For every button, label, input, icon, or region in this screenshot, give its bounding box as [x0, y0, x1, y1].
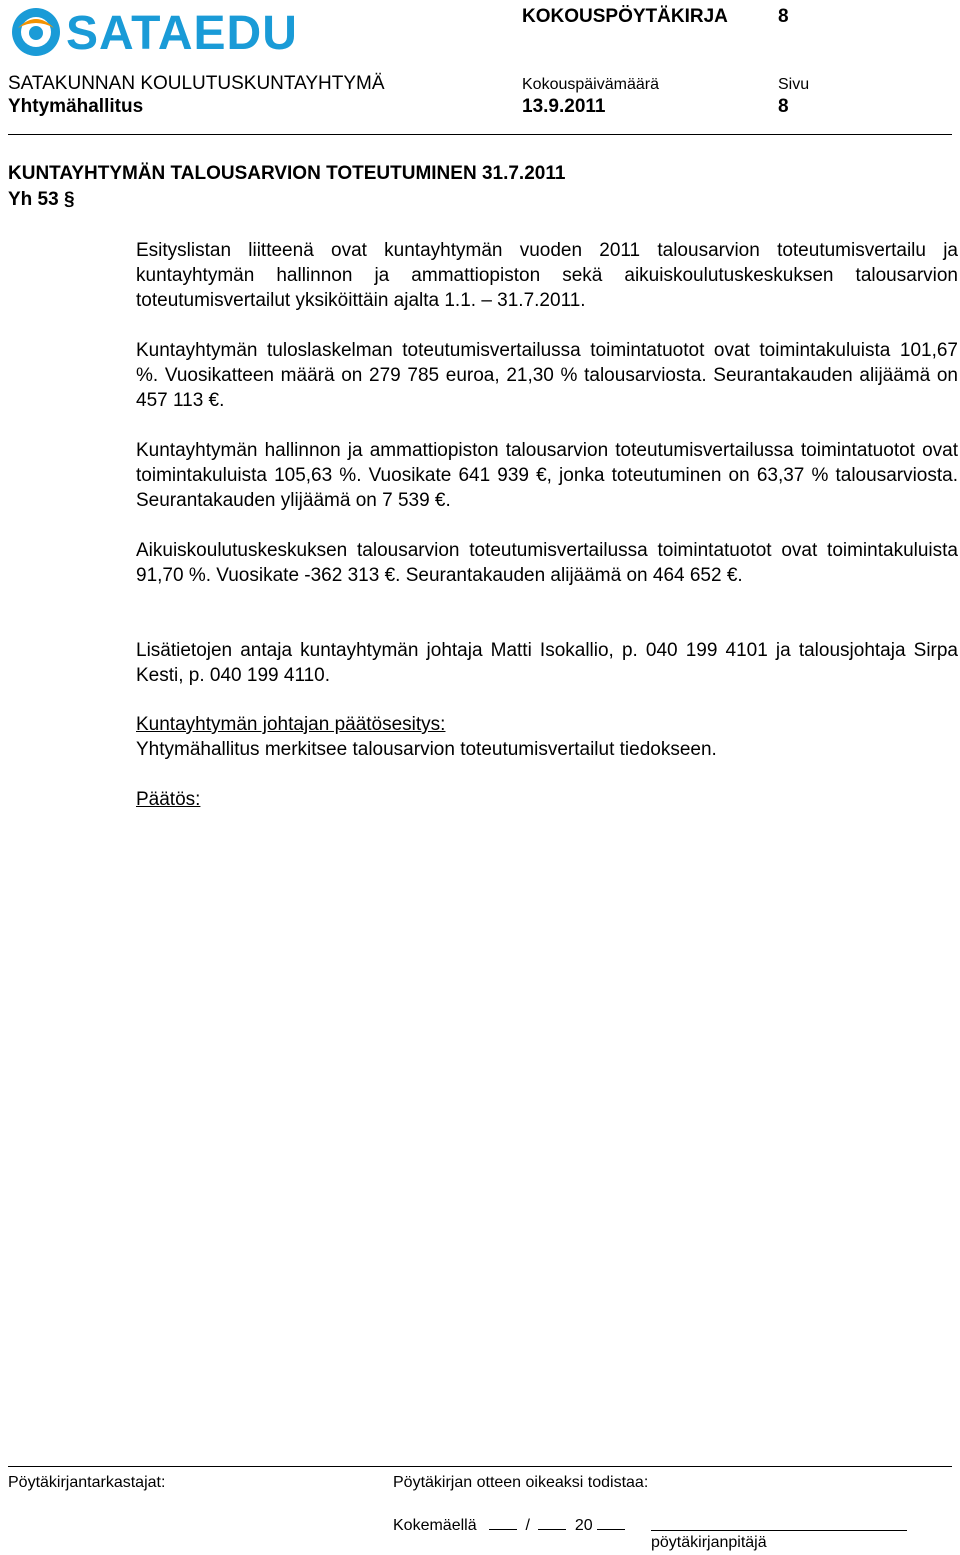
paragraph-contacts: Lisätietojen antaja kuntayhtymän johtaja Matti Isokallio, p. 040 199 4101 ja talousjohtaja Sirpa Kesti, p. 040 199 4110.	[136, 640, 958, 686]
date-label: Kokouspäivämäärä	[522, 76, 659, 93]
footer-divider	[8, 1466, 952, 1467]
decision-label: Päätös:	[136, 789, 201, 810]
signature-place-date	[393, 1515, 625, 1536]
year-prefix: 20	[574, 1517, 593, 1534]
paragraph-income-statement: Kuntayhtymän tuloslaskelman toteutumisvertailussa toimintatuotot ovat toimintakuluista 101,67 %. Vuosikatteen määrä on 279 785 euroa, 21,30 % talousarviosta. Seurantakauden alijäämä on 457 113 €.	[136, 340, 958, 411]
signature-line	[651, 1530, 907, 1531]
document-type: KOKOUSPÖYTÄKIRJA	[522, 6, 728, 27]
year-blank	[597, 1515, 625, 1530]
month-blank	[538, 1515, 566, 1530]
header-divider	[8, 134, 952, 135]
body-name: Yhtymähallitus	[8, 96, 144, 117]
certify-label: Pöytäkirjan otteen oikeaksi todistaa:	[393, 1474, 649, 1491]
proposal-text: Yhtymähallitus merkitsee talousarvion toteutumisvertailut tiedokseen.	[136, 739, 717, 760]
day-blank	[489, 1515, 517, 1530]
paragraph-adult-education: Aikuiskoulutuskeskuksen talousarvion toteutumisvertailussa toimintatuotot ovat toimintakuluista 91,70 %. Vuosikate -362 313 €. Seurantakauden alijäämä on 464 652 €.	[136, 540, 958, 586]
logo-wordmark: SATAEDU	[66, 7, 298, 60]
date-separator: /	[525, 1517, 530, 1534]
section-number: Yh 53 §	[8, 189, 75, 210]
place-name: Kokemäellä	[393, 1517, 477, 1534]
organization-name: SATAKUNNAN KOULUTUSKUNTAYHTYMÄ	[8, 73, 385, 94]
meeting-date: 13.9.2011	[522, 96, 606, 117]
proposal-label: Kuntayhtymän johtajan päätösesitys:	[136, 714, 446, 735]
document-number: 8	[778, 6, 789, 27]
minutes-keeper-label: pöytäkirjanpitäjä	[651, 1534, 767, 1551]
paragraph-administration: Kuntayhtymän hallinnon ja ammattiopiston talousarvion toteutumisvertailussa toimintatuotot ovat toimintakuluista 105,63 %. Vuosikate 641 939 €, jonka toteutuminen on 63,37 % talousarviosta. Seurantakauden ylijäämä on 7 539 €.	[136, 440, 958, 511]
sataedu-logo-icon	[8, 2, 68, 62]
reviewers-label: Pöytäkirjantarkastajat:	[8, 1474, 166, 1491]
page-title: KUNTAYHTYMÄN TALOUSARVION TOTEUTUMINEN 31.7.2011	[8, 163, 566, 184]
page-number: 8	[778, 96, 789, 117]
paragraph-intro: Esityslistan liitteenä ovat kuntayhtymän vuoden 2011 talousarvion toteutumisvertailu ja kuntayhtymän hallinnon ja ammattiopiston sekä aikuiskoulutuskeskuksen talousarvion toteutumisvertailut yksiköittäin ajalta 1.1. – 31.7.2011.	[136, 240, 958, 311]
page-label: Sivu	[778, 76, 810, 93]
